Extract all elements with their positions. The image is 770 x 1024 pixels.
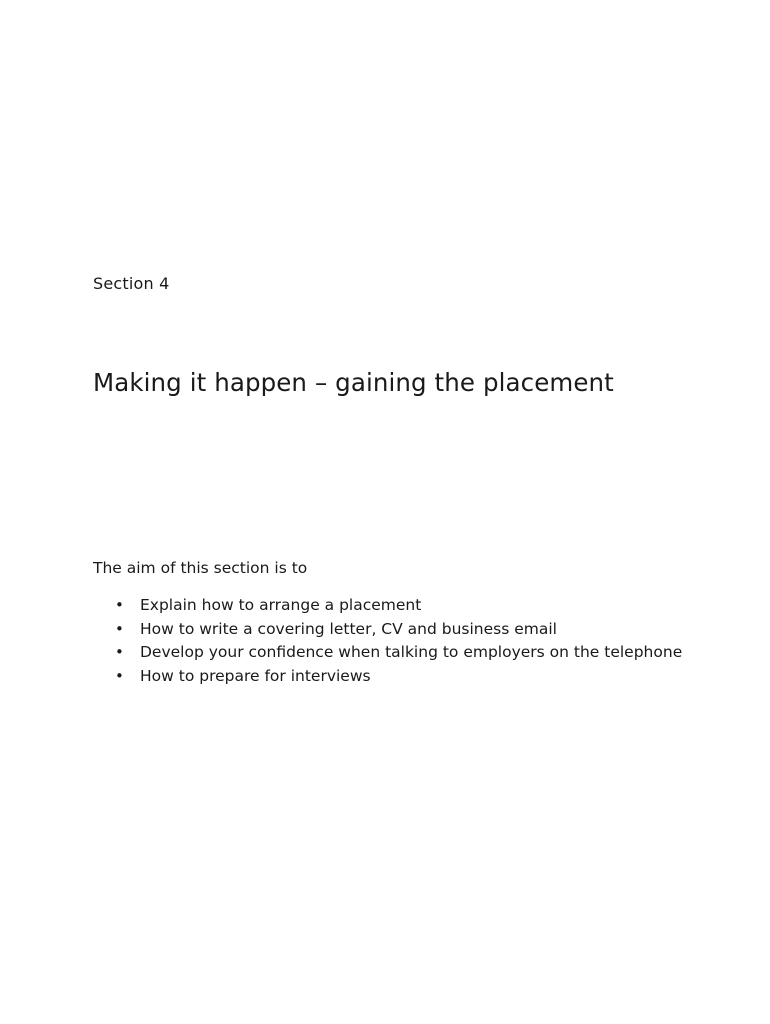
bullet-icon: • [115,619,124,638]
section-label: Section 4 [93,274,170,293]
list-item [93,665,693,689]
page-title: Making it happen – gaining the placement [93,368,614,397]
list-item [93,618,693,642]
bullet-icon: • [115,666,124,685]
bullet-icon: • [115,596,124,614]
aims-list [93,594,693,688]
list-item-text: How to write a covering letter, CV and business email [140,619,557,638]
intro-text: The aim of this section is to [93,559,308,577]
list-item-text: Develop your confidence when talking to employers on the telephone [140,643,683,661]
list-item [93,594,693,618]
bullet-icon: • [115,643,124,661]
list-item [93,641,693,665]
list-item-text: How to prepare for interviews [140,666,371,685]
list-item-text: Explain how to arrange a placement [140,596,422,614]
